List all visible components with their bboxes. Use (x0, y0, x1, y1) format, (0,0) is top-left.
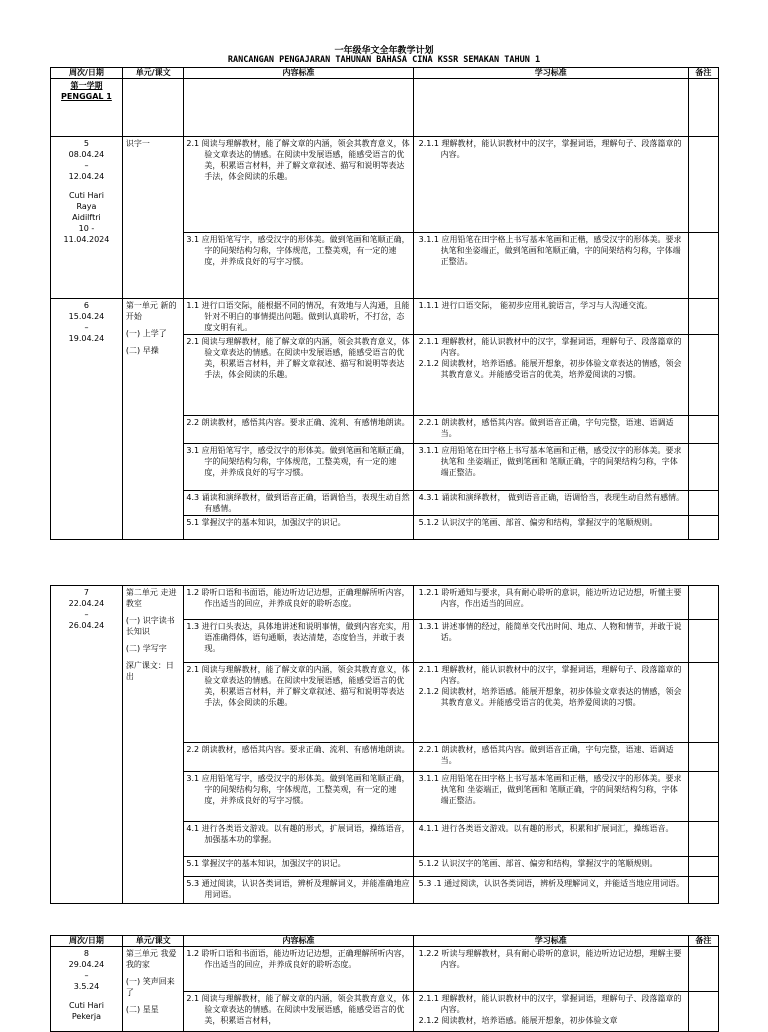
holiday-note: Raya (76, 202, 97, 211)
date-dash: – (84, 323, 89, 332)
week-cell (51, 299, 123, 540)
learning-standard (413, 335, 688, 416)
notes-cell (688, 491, 718, 516)
week-cell (51, 586, 123, 904)
content-standard: 2.2 朗读教材，感悟其内容。要求正确、流利、有感情地朗读。 (184, 416, 413, 444)
week-cell (51, 137, 123, 299)
header-week: 周次/日期 (51, 68, 123, 79)
table-header-row (51, 936, 719, 947)
unit-line: (一) 上学了 (125, 329, 167, 338)
week-number: 7 (83, 588, 89, 597)
spacer (54, 992, 119, 1000)
unit-line: 第二单元 走进教室 (125, 588, 177, 608)
week-5-block (51, 137, 719, 299)
unit-cell (122, 299, 183, 540)
unit-line: (二) 学写字 (125, 644, 167, 653)
content-standard: 5.1 掌握汉字的基本知识，加强汉字的识记。 (184, 857, 413, 877)
notes-cell (688, 772, 718, 822)
learning-line: 2.1.2 阅读教材，培养语感。能展开想象，初步体验文章 (418, 1016, 618, 1025)
document-title: 一年级华文全年教学计划 (334, 46, 434, 56)
content-standard: 2.1 阅读与理解教材，能了解文章的内涵，领会其教育意义，体验文章表达的情感。在阅读中发展语感，能感受语言的优美，积累语言材料，并了解文章叙述、描写和说明等表达手法，体会阅读的乐趣。 (184, 335, 413, 416)
plan-table-2 (50, 585, 719, 904)
date-to: 3.5.24 (73, 982, 100, 991)
learning-line: 1.3.1 讲述事情的经过，能简单交代出时间、地点、人物和情节，并敢于说话。 (418, 622, 682, 642)
notes-cell (688, 416, 718, 444)
content-standard: 3.1 应用铅笔写字，感受汉字的形体美。做到笔画和笔顺正确，字的间架结构匀称，字体规范，工整美观，有一定的速度，并养成良好的写字习惯。 (184, 772, 413, 822)
week-number: 5 (83, 139, 89, 148)
learning-standard (413, 416, 688, 444)
notes-cell (688, 877, 718, 904)
learning-line: 2.1.1 理解教材，能认识教材中的汉字，掌握词语，理解句子、段落篇章的内容。 (418, 337, 682, 357)
header-week: 周次/日期 (51, 936, 123, 947)
table-row (51, 947, 719, 992)
notes-cell (688, 620, 718, 663)
learning-standard (413, 663, 688, 743)
spacer (54, 182, 119, 190)
learning-line: 4.3.1 诵读和演绎教材， 做到语音正确，语调恰当，表现生动自然有感情。 (418, 493, 685, 502)
learning-line: 2.2.1 朗读教材，感悟其内容。做到语音正确，字句完整，语速、语调适当。 (418, 418, 674, 438)
content-standard: 1.2 聆听口语和书面语，能边听边记边想，正确理解所听内容，作出适当的回应，并养成良好的聆听态度。 (184, 586, 413, 620)
unit-line: 识字一 (125, 139, 150, 148)
week-6-block (51, 299, 719, 540)
content-standard: 4.1 进行各类语文游戏。以有趣的形式，扩展词语，操练语音，加强基本功的掌握。 (184, 822, 413, 857)
table-row (51, 137, 719, 233)
content-standard: 2.2 朗读教材，感悟其内容。要求正确、流利、有感情地朗读。 (184, 743, 413, 772)
header-content: 内容标准 (184, 68, 413, 79)
learning-line: 3.1.1 应用铅笔在田字格上书写基本笔画和正楷，感受汉字的形体美。要求执笔和 坐姿端正，做到笔画和 笔顺正确，字的间架结构匀称，字体端正整洁。 (418, 446, 682, 477)
content-standard: 2.1 阅读与理解教材，能了解文章的内涵，领会其教育意义，体验文章表达的情感。在阅读中发展语感，能感受语言的优美，积累语言材料，并了解文章叙述、描写和说明等表达手法，体会阅读的乐趣。 (184, 137, 413, 233)
document-subtitle: RANCANGAN PENGAJARAN TAHUNAN BAHASA CINA KSSR SEMAKAN TAHUN 1 (227, 55, 541, 65)
learning-standard (413, 491, 688, 516)
holiday-note: 11.04.2024 (63, 235, 110, 244)
notes-cell (688, 335, 718, 416)
learning-standard (413, 857, 688, 877)
week-number: 6 (83, 301, 89, 310)
learning-standard (413, 772, 688, 822)
learning-line: 3.1.1 应用铅笔在田字格上书写基本笔画和正楷，感受汉字的形体美。要求执笔和坐姿端正，做到笔画和笔顺正确，字的间架结构匀称，字体端正整洁。 (418, 235, 682, 266)
learning-line: 4.1.1 进行各类语文游戏。以有趣的形式，积累和扩展词汇，操练语音。 (418, 824, 674, 833)
holiday-note: Cuti Hari (68, 1001, 104, 1010)
date-from: 08.04.24 (68, 150, 105, 159)
holiday-note: Cuti Hari (68, 191, 104, 200)
learning-standard (413, 877, 688, 904)
semester-cell (51, 79, 123, 137)
learning-line: 2.1.2 阅读教材，培养语感。能展开想象，初步体验文章表达的情感，领会其教育意义。并能感受语言的优美，培养爱阅读的习惯。 (418, 687, 682, 707)
plan-table-3 (50, 935, 719, 1032)
date-dash: – (84, 161, 89, 170)
notes-cell (688, 947, 718, 992)
content-standard: 2.1 阅读与理解教材，能了解文章的内涵，领会其教育意义，体验文章表达的情感。在阅读中发展语感，能感受语言的优美，积累语言材料，并了解文章叙述、描写和说明等表达手法，体会阅读的乐趣。 (184, 663, 413, 743)
semester-label: 第一学期 (70, 81, 103, 90)
unit-cell (122, 947, 183, 1032)
learning-standard (413, 822, 688, 857)
holiday-note: 10 - (78, 224, 95, 233)
content-standard: 1.2 聆听口语和书面语，能边听边记边想，正确理解所听内容，作出适当的回应，并养成良好的聆听态度。 (184, 947, 413, 992)
content-standard: 2.1 阅读与理解教材，能了解文章的内涵，领会其教育意义，体验文章表达的情感。在阅读中发展语感，能感受语言的优美，积累语言材料， (184, 992, 413, 1032)
learning-line: 2.2.1 朗读教材，感悟其内容。做到语音正确，字句完整，语速、语调适当。 (418, 745, 674, 765)
unit-line: (二) 早操 (125, 346, 159, 355)
learning-standard (413, 947, 688, 992)
notes-cell (688, 857, 718, 877)
date-from: 22.04.24 (68, 599, 105, 608)
notes-cell (688, 137, 718, 233)
learning-standard (413, 992, 688, 1032)
notes-cell (688, 663, 718, 743)
notes-cell (688, 743, 718, 772)
week-8-block (51, 947, 719, 1032)
learning-line: 3.1.1 应用铅笔在田字格上书写基本笔画和正楷，感受汉字的形体美。要求执笔和 坐姿端正，做到笔画和 笔顺正确，字的间架结构匀称，字体端正整洁。 (418, 774, 682, 805)
unit-line: 深广课文：日出 (125, 661, 174, 681)
unit-line: (一) 笑声回来了 (125, 977, 175, 997)
week-7-block (51, 586, 719, 904)
learning-line: 2.1.1 理解教材，能认识教材中的汉字，掌握词语，理解句子、段落篇章的内容。 (418, 139, 682, 159)
unit-line: (二) 星星 (125, 1005, 159, 1014)
learning-line: 1.2.2 听读与理解教材，具有耐心聆听的意识，能边听边记边想，理解主要内容。 (418, 949, 682, 969)
header-unit: 单元/课文 (122, 68, 183, 79)
unit-line: 第一单元 新的开始 (125, 301, 177, 321)
learning-line: 1.2.1 聆听通知与要求，具有耐心聆听的意识，能边听边记边想，听懂主要内容，作出适当的回应。 (418, 588, 682, 608)
notes-cell (688, 233, 718, 299)
table-header-row (51, 68, 719, 79)
learning-standard (413, 299, 688, 335)
notes-cell (688, 516, 718, 540)
learning-standard (413, 233, 688, 299)
header-learning: 学习标准 (413, 68, 688, 79)
content-standard: 5.1 掌握汉字的基本知识，加强汉字的识记。 (184, 516, 413, 540)
unit-cell (122, 137, 183, 299)
content-standard: 1.3 进行口头表达，具体地讲述和说明事情，做到内容充实，用语准确得体，语句通顺，表达清楚，态度恰当，并敢于表现。 (184, 620, 413, 663)
semester-term: PENGGAL 1 (61, 92, 112, 101)
unit-cell (122, 586, 183, 904)
date-to: 26.04.24 (68, 621, 105, 630)
content-standard: 3.1 应用铅笔写字，感受汉字的形体美。做到笔画和笔顺正确，字的间架结构匀称，字体规范，工整美观，有一定的速度，并养成良好的写字习惯。 (184, 444, 413, 491)
plan-table-1 (50, 67, 719, 540)
content-standard: 4.3 诵读和演绎教材，做到语音正确，语调恰当，表现生动自然有感情。 (184, 491, 413, 516)
learning-standard (413, 586, 688, 620)
date-to: 19.04.24 (68, 334, 105, 343)
learning-standard (413, 743, 688, 772)
week-cell (51, 947, 123, 1032)
unit-line: 第三单元 我爱我的家 (125, 949, 177, 969)
learning-line: 5.1.2 认识汉字的笔画、部首、偏旁和结构，掌握汉字的笔顺规则。 (418, 859, 658, 868)
unit-line: (一) 识字读书长知识 (125, 616, 175, 636)
date-from: 15.04.24 (68, 312, 105, 321)
header-learning: 学习标准 (413, 936, 688, 947)
learning-standard (413, 620, 688, 663)
header-content: 内容标准 (184, 936, 413, 947)
content-standard: 5.3 通过阅读，认识各类词语，辨析及理解词义，并能准确地应用词语。 (184, 877, 413, 904)
content-standard: 1.1 进行口语交际，能根据不同的情况，有效地与人沟通，且能针对不明白的事情提出问题。做到认真聆听，不打岔，态度文明有礼。 (184, 299, 413, 335)
notes-cell (688, 992, 718, 1032)
header-notes: 备注 (688, 936, 718, 947)
date-dash: – (84, 971, 89, 980)
semester-row (51, 79, 719, 137)
table-row (51, 299, 719, 335)
learning-line: 5.3 .1 通过阅读，认识各类词语，辨析及理解词义，并能适当地应用词语。 (418, 879, 685, 888)
week-number: 8 (83, 949, 89, 958)
content-standard: 3.1 应用铅笔写字，感受汉字的形体美。做到笔画和笔顺正确，字的间架结构匀称，字体规范，工整美观，有一定的速度，并养成良好的写字习惯。 (184, 233, 413, 299)
notes-cell (688, 586, 718, 620)
learning-line: 5.1.2 认识汉字的笔画、部首、偏旁和结构，掌握汉字的笔顺规则。 (418, 518, 658, 527)
learning-standard (413, 444, 688, 491)
date-dash: – (84, 610, 89, 619)
date-to: 12.04.24 (68, 172, 105, 181)
learning-standard (413, 516, 688, 540)
learning-line: 2.1.1 理解教材，能认识教材中的汉字，掌握词语，理解句子、段落篇章的内容。 (418, 994, 682, 1014)
notes-cell (688, 822, 718, 857)
header-unit: 单元/课文 (122, 936, 183, 947)
date-from: 29.04.24 (68, 960, 105, 969)
learning-line: 1.1.1 进行口语交际， 能初步应用礼貌语言，学习与人沟通交流。 (418, 301, 653, 310)
header-notes: 备注 (688, 68, 718, 79)
learning-standard (413, 137, 688, 233)
notes-cell (688, 444, 718, 491)
table-row (51, 586, 719, 620)
learning-line: 2.1.1 理解教材，能认识教材中的汉字，掌握词语，理解句子、段落篇章的内容。 (418, 665, 682, 685)
holiday-note: Aidilftri (72, 213, 101, 222)
learning-line: 2.1.2 阅读教材，培养语感。能展开想象，初步体验文章表达的情感，领会其教育意义。并能感受语言的优美，培养爱阅读的习惯。 (418, 359, 682, 379)
notes-cell (688, 299, 718, 335)
holiday-note: Pekerja (71, 1012, 102, 1021)
